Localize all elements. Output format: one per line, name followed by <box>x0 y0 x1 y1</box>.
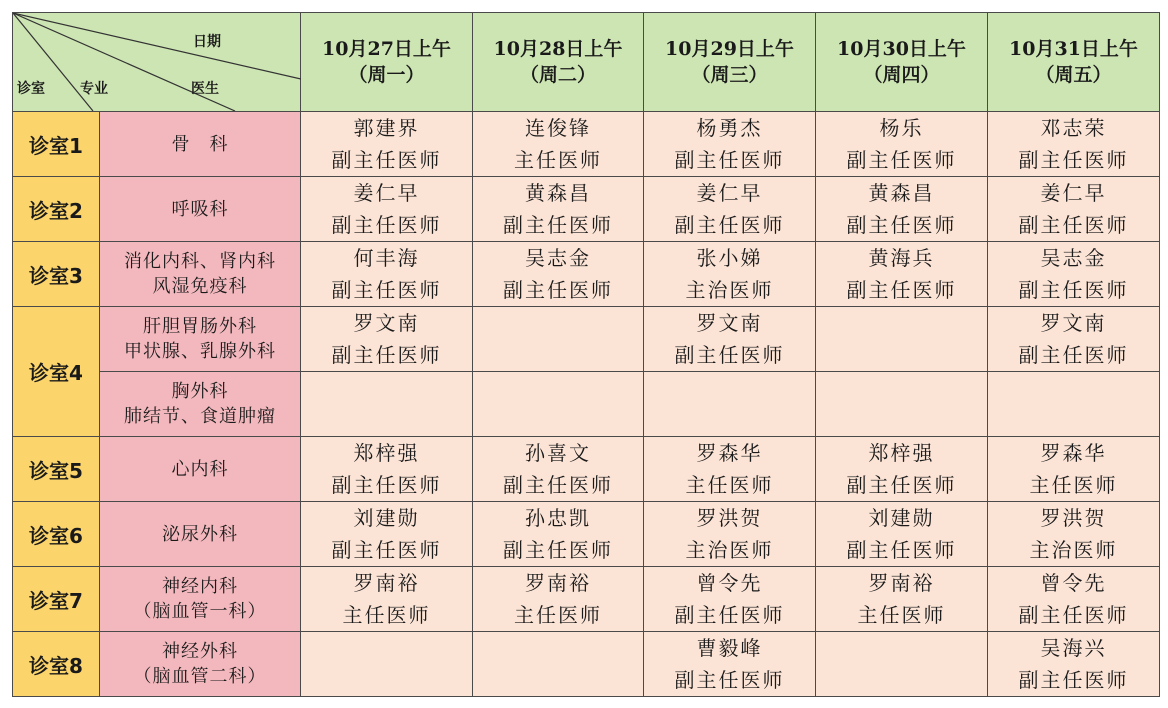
doctor-name: 郑梓强 <box>868 441 935 465</box>
doctor-name: 杨乐 <box>879 116 924 140</box>
doctor-cell <box>301 372 473 437</box>
specialty-line: （脑血管二科） <box>133 666 267 687</box>
doctor-cell <box>644 307 816 372</box>
doctor-name: 曾令先 <box>1040 571 1107 595</box>
doctor-name: 邓志荣 <box>1040 116 1107 140</box>
doctor-name: 曹毅峰 <box>696 636 763 660</box>
doctor-name: 郭建界 <box>353 116 420 140</box>
day-header <box>301 13 473 112</box>
doctor-title: 主任医师 <box>514 148 602 172</box>
doctor-name: 罗南裕 <box>353 571 420 595</box>
specialty-line: 肝胆胃肠外科 <box>143 316 257 337</box>
specialty-cell <box>100 502 301 567</box>
specialty-line: 神经内科 <box>162 576 238 597</box>
doctor-name: 罗文南 <box>353 311 420 335</box>
specialty-line: 泌尿外科 <box>162 523 238 545</box>
doctor-cell <box>988 502 1160 567</box>
doctor-cell <box>301 567 473 632</box>
day-weekday: （周三） <box>691 64 768 86</box>
room-cell: 诊室2 <box>13 177 100 242</box>
table-row <box>13 567 1160 632</box>
specialty-line: 消化内科、肾内科 <box>124 251 276 272</box>
doctor-title: 副主任医师 <box>503 473 613 497</box>
doctor-cell <box>473 437 644 502</box>
doctor-cell <box>816 307 988 372</box>
doctor-cell <box>988 307 1160 372</box>
doctor-title: 副主任医师 <box>1018 278 1129 302</box>
table-row <box>13 242 1160 307</box>
doctor-title: 副主任医师 <box>846 148 957 172</box>
doctor-cell <box>473 177 644 242</box>
doctor-title: 副主任医师 <box>674 603 785 627</box>
doctor-title: 副主任医师 <box>331 213 442 237</box>
doctor-title: 副主任医师 <box>1018 213 1129 237</box>
doctor-name: 吴海兴 <box>1040 636 1107 660</box>
doctor-name: 刘建勋 <box>868 506 935 530</box>
doctor-title: 副主任医师 <box>1018 148 1129 172</box>
doctor-cell <box>816 112 988 177</box>
doctor-cell <box>816 567 988 632</box>
doctor-cell <box>473 307 644 372</box>
doctor-title: 主治医师 <box>685 538 774 562</box>
doctor-cell <box>301 242 473 307</box>
doctor-title: 副主任医师 <box>331 343 442 367</box>
doctor-cell <box>988 632 1160 697</box>
doctor-name: 郑梓强 <box>353 441 420 465</box>
doctor-title: 副主任医师 <box>846 213 957 237</box>
schedule-table <box>12 12 1160 697</box>
doctor-name: 姜仁早 <box>353 181 420 205</box>
doctor-name: 连俊锋 <box>525 116 591 140</box>
corner-diagonal-lines <box>13 13 301 111</box>
doctor-title: 副主任医师 <box>503 278 613 302</box>
doctor-title: 副主任医师 <box>674 668 785 692</box>
doctor-name: 杨勇杰 <box>696 116 763 140</box>
specialty-line: 骨 科 <box>171 133 229 155</box>
doctor-cell <box>988 567 1160 632</box>
room-cell: 诊室3 <box>13 242 100 307</box>
table-row <box>13 632 1160 697</box>
doctor-cell <box>816 177 988 242</box>
day-date: 10月30日上午 <box>837 38 966 60</box>
doctor-cell <box>301 632 473 697</box>
doctor-cell <box>644 112 816 177</box>
specialty-line: 风湿免疫科 <box>152 276 248 297</box>
doctor-title: 主任医师 <box>857 603 946 627</box>
header-row <box>13 13 1160 112</box>
doctor-name: 孙喜文 <box>525 441 591 465</box>
doctor-name: 吴志金 <box>1040 246 1107 270</box>
doctor-name: 罗森华 <box>1040 441 1107 465</box>
doctor-title: 副主任医师 <box>1018 343 1129 367</box>
doctor-cell <box>644 632 816 697</box>
doctor-cell <box>301 502 473 567</box>
doctor-cell <box>816 437 988 502</box>
day-header <box>988 13 1160 112</box>
doctor-title: 主治医师 <box>685 278 774 302</box>
table-row <box>13 437 1160 502</box>
doctor-name: 何丰海 <box>353 246 420 270</box>
doctor-cell <box>816 632 988 697</box>
room-cell: 诊室5 <box>13 437 100 502</box>
doctor-title: 主任医师 <box>514 603 602 627</box>
corner-specialty-label: 专业 <box>80 81 108 97</box>
room-cell: 诊室6 <box>13 502 100 567</box>
doctor-name: 黄海兵 <box>868 246 935 270</box>
specialty-line: 神经外科 <box>162 641 238 662</box>
doctor-cell <box>988 112 1160 177</box>
doctor-cell <box>988 177 1160 242</box>
specialty-cell <box>100 567 301 632</box>
room-cell: 诊室1 <box>13 112 100 177</box>
doctor-title: 副主任医师 <box>846 473 957 497</box>
doctor-title: 副主任医师 <box>674 148 785 172</box>
day-weekday: （周四） <box>863 64 940 86</box>
doctor-cell <box>473 502 644 567</box>
specialty-line: 肺结节、食道肿瘤 <box>124 406 276 427</box>
doctor-cell <box>644 567 816 632</box>
day-date: 10月28日上午 <box>493 38 623 60</box>
corner-room-label: 诊室 <box>17 81 45 97</box>
doctor-title: 副主任医师 <box>331 538 442 562</box>
doctor-title: 副主任医师 <box>1018 668 1129 692</box>
doctor-title: 副主任医师 <box>503 213 613 237</box>
doctor-title: 主任医师 <box>685 473 774 497</box>
doctor-cell <box>816 502 988 567</box>
day-weekday: （周二） <box>519 64 596 86</box>
doctor-title: 副主任医师 <box>846 278 957 302</box>
day-weekday: （周五） <box>1035 64 1112 86</box>
table-row <box>13 502 1160 567</box>
doctor-name: 吴志金 <box>525 246 591 270</box>
doctor-cell <box>816 242 988 307</box>
specialty-cell <box>100 437 301 502</box>
specialty-cell <box>100 112 301 177</box>
doctor-name: 曾令先 <box>696 571 763 595</box>
doctor-cell <box>473 632 644 697</box>
table-row <box>13 307 1160 372</box>
doctor-cell <box>473 372 644 437</box>
day-header <box>816 13 988 112</box>
doctor-name: 刘建勋 <box>353 506 420 530</box>
doctor-cell <box>301 177 473 242</box>
specialty-line: 心内科 <box>171 458 229 480</box>
specialty-line: （脑血管一科） <box>133 601 267 622</box>
doctor-title: 副主任医师 <box>503 538 613 562</box>
day-weekday: （周一） <box>348 64 425 86</box>
doctor-title: 副主任医师 <box>331 278 442 302</box>
day-date: 10月27日上午 <box>322 38 451 60</box>
doctor-cell <box>816 372 988 437</box>
doctor-name: 罗南裕 <box>868 571 935 595</box>
doctor-title: 副主任医师 <box>674 213 785 237</box>
specialty-cell <box>100 632 301 697</box>
day-header <box>473 13 644 112</box>
day-header <box>644 13 816 112</box>
doctor-cell <box>644 502 816 567</box>
doctor-cell <box>473 112 644 177</box>
doctor-name: 姜仁早 <box>1040 181 1107 205</box>
doctor-name: 罗洪贺 <box>696 506 763 530</box>
doctor-name: 孙忠凯 <box>525 506 591 530</box>
table-row <box>13 112 1160 177</box>
doctor-name: 罗森华 <box>696 441 763 465</box>
specialty-line: 呼吸科 <box>171 198 229 220</box>
doctor-name: 黄森昌 <box>525 181 591 205</box>
table-row <box>13 372 1160 437</box>
doctor-cell <box>644 437 816 502</box>
doctor-cell <box>301 307 473 372</box>
room-cell: 诊室4 <box>13 307 100 437</box>
doctor-title: 副主任医师 <box>846 538 957 562</box>
doctor-cell <box>473 567 644 632</box>
doctor-name: 罗南裕 <box>525 571 591 595</box>
doctor-title: 副主任医师 <box>1018 603 1129 627</box>
corner-doctor-label: 医生 <box>191 81 219 97</box>
specialty-line: 甲状腺、乳腺外科 <box>124 341 276 362</box>
day-date: 10月31日上午 <box>1009 38 1138 60</box>
doctor-cell <box>644 242 816 307</box>
doctor-cell <box>644 372 816 437</box>
corner-date-label: 日期 <box>193 34 221 50</box>
doctor-cell <box>644 177 816 242</box>
doctor-title: 副主任医师 <box>674 343 785 367</box>
room-cell: 诊室8 <box>13 632 100 697</box>
doctor-title: 主任医师 <box>1029 473 1118 497</box>
specialty-cell <box>100 372 301 437</box>
corner-header-cell <box>13 13 301 112</box>
specialty-cell <box>100 242 301 307</box>
room-cell: 诊室7 <box>13 567 100 632</box>
doctor-title: 主任医师 <box>342 603 431 627</box>
doctor-name: 姜仁早 <box>696 181 763 205</box>
doctor-cell <box>473 242 644 307</box>
doctor-title: 副主任医师 <box>331 148 442 172</box>
doctor-name: 罗文南 <box>1040 311 1107 335</box>
table-row <box>13 177 1160 242</box>
doctor-name: 张小娣 <box>696 246 763 270</box>
doctor-title: 主治医师 <box>1029 538 1118 562</box>
specialty-cell <box>100 307 301 372</box>
doctor-name: 罗文南 <box>696 311 763 335</box>
day-date: 10月29日上午 <box>665 38 794 60</box>
doctor-cell <box>988 372 1160 437</box>
doctor-name: 罗洪贺 <box>1040 506 1107 530</box>
doctor-cell <box>301 112 473 177</box>
specialty-cell <box>100 177 301 242</box>
doctor-cell <box>988 242 1160 307</box>
specialty-line: 胸外科 <box>171 381 229 402</box>
doctor-cell <box>301 437 473 502</box>
doctor-name: 黄森昌 <box>868 181 935 205</box>
doctor-title: 副主任医师 <box>331 473 442 497</box>
doctor-cell <box>988 437 1160 502</box>
